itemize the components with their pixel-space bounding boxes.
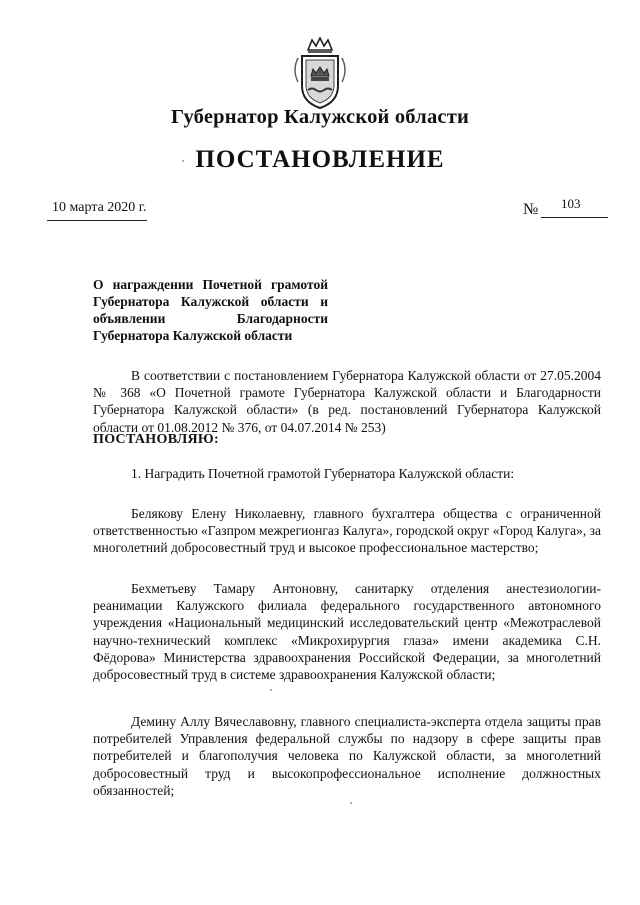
- document-date: 10 марта 2020 г.: [52, 200, 147, 215]
- kaluga-coat-of-arms-icon: [288, 36, 352, 110]
- decree-word: ПОСТАНОВЛЯЮ:: [93, 432, 219, 447]
- scan-speck: [350, 802, 352, 804]
- awardee-paragraph-3: Демину Аллу Вячеславовну, главного специалиста-эксперта отдела защиты прав потребителей Управления федеральной службы по надзору в сфере защиты прав потребителей и благополучия человека по Калужской области, за многолетний добросовестный труд и высокопрофессиональное исполнение должностных обязанностей;: [93, 714, 601, 798]
- number-sign: №: [523, 201, 539, 218]
- scan-speck: [270, 689, 272, 691]
- awardee-paragraph-2: Бехметьеву Тамару Антоновну, санитарку отделения анестезиологии-реанимации Калужского филиала федерального государственного автономного учреждения «Национальный медицинский исследовательский центр «Межотраслевой научно-технический комплекс «Микрохирургия глаза» имени академика С.Н. Фёдорова» Министерства здравоохранения Российской Федерации, за многолетний добросовестный труд в системе здравоохранения Калужской области;: [93, 581, 601, 683]
- document-subject: О награждении Почетной грамотой Губернатора Калужской области и объявлении Благодарности Губернатора Калужской области: [93, 277, 328, 343]
- awardee-paragraph-1: Белякову Елену Николаевну, главного бухгалтера общества с ограниченной ответственностью «Газпром межрегионгаз Калуга», городской округ «Город Калуга», за многолетний добросовестный труд и высокое профессиональное мастерство;: [93, 506, 601, 556]
- item-1-heading: 1. Наградить Почетной грамотой Губернатора Калужской области:: [131, 466, 515, 481]
- intro-paragraph: В соответствии с постановлением Губернатора Калужской области от 27.05.2004 № 368 «О Почетной грамоте Губернатора Калужской области и Благодарности Губернатора Калужской области» (в ред. постановлений Губернатора Калужской области от 01.08.2012 № 376, от 04.07.2014 № 253): [93, 368, 601, 435]
- issuing-authority: Губернатор Калужской области: [171, 106, 469, 128]
- number-underline: [541, 217, 608, 218]
- date-underline: [47, 220, 147, 221]
- scan-speck: [182, 160, 184, 162]
- document-number: 103: [561, 196, 581, 211]
- document-type-title: ПОСТАНОВЛЕНИЕ: [195, 146, 445, 173]
